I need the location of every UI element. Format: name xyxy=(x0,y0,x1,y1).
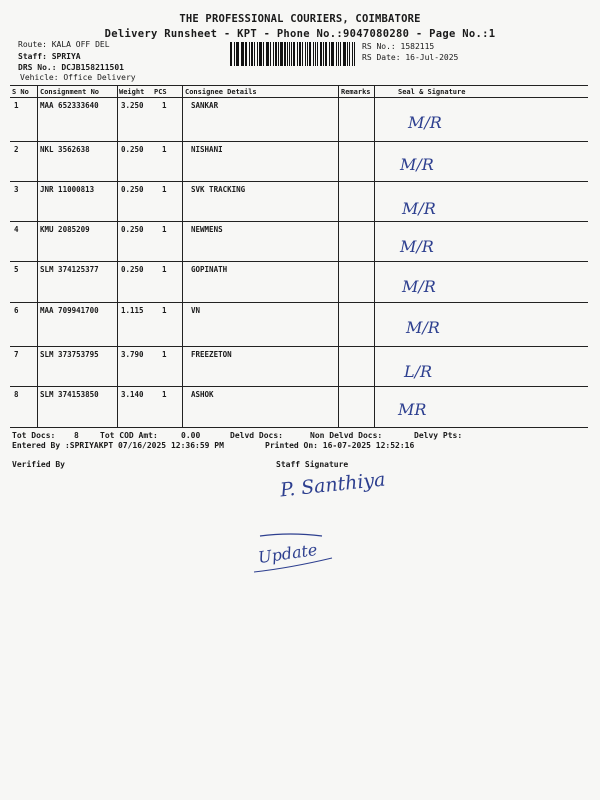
cell-sno: 8 xyxy=(14,390,19,399)
cell-pcs: 1 xyxy=(162,101,167,110)
cell-pcs: 1 xyxy=(162,306,167,315)
tot-docs-label: Tot Docs: xyxy=(12,431,56,440)
cell-weight: 3.790 xyxy=(121,350,144,359)
drs-number: DRS No.: DCJB158211501 xyxy=(18,63,124,72)
cell-consignee: FREEZETON xyxy=(191,350,232,359)
non-delvd-docs: Non Delvd Docs: xyxy=(310,431,383,440)
cell-pcs: 1 xyxy=(162,265,167,274)
cell-pcs: 1 xyxy=(162,145,167,154)
rs-date: RS Date: 16-Jul-2025 xyxy=(362,53,459,62)
cell-seal-signature: M/R xyxy=(402,199,436,218)
col-weight: Weight xyxy=(119,88,145,96)
cell-consignee: GOPINATH xyxy=(191,265,228,274)
cell-seal-signature: M/R xyxy=(400,155,434,174)
delvd-docs: Delvd Docs: xyxy=(230,431,283,440)
cell-seal-signature: M/R xyxy=(406,318,440,337)
cell-consignee: ASHOK xyxy=(191,390,214,399)
cell-consignment: KMU 2085209 xyxy=(40,225,90,234)
cell-seal-signature: L/R xyxy=(404,362,433,381)
cell-weight: 3.140 xyxy=(121,390,144,399)
cell-sno: 7 xyxy=(14,350,19,359)
cell-consignment: JNR 11000813 xyxy=(40,185,95,194)
printed-on: Printed On: 16-07-2025 12:52:16 xyxy=(265,441,415,450)
col-seal-signature: Seal & Signature xyxy=(398,88,466,96)
rs-number: RS No.: 1582115 xyxy=(362,42,435,51)
cell-sno: 5 xyxy=(14,265,19,274)
cell-sno: 1 xyxy=(14,101,19,110)
vehicle-label: Vehicle: Office Delivery xyxy=(20,73,136,82)
company-title: THE PROFESSIONAL COURIERS, COIMBATORE xyxy=(179,13,421,25)
col-remarks: Remarks xyxy=(341,88,371,96)
staff-label: Staff: SPRIYA xyxy=(18,52,81,61)
cell-consignment: SLM 373753795 xyxy=(40,350,99,359)
col-sno: S No xyxy=(12,88,29,96)
cell-consignee: NEWMENS xyxy=(191,225,223,234)
cell-weight: 0.250 xyxy=(121,265,144,274)
cell-consignment: SLM 374153850 xyxy=(40,390,99,399)
cell-weight: 0.250 xyxy=(121,185,144,194)
document-title: Delivery Runsheet - KPT - Phone No.:9047080280 - Page No.:1 xyxy=(104,28,496,40)
verified-by: Verified By xyxy=(12,460,65,469)
cell-consignment: MAA 652333640 xyxy=(40,101,99,110)
cell-consignee: VN xyxy=(191,306,201,315)
cell-pcs: 1 xyxy=(162,225,167,234)
cell-weight: 0.250 xyxy=(121,225,144,234)
barcode xyxy=(230,42,356,66)
cell-weight: 1.115 xyxy=(121,306,144,315)
cell-sno: 3 xyxy=(14,185,19,194)
tot-docs-value: 8 xyxy=(74,431,79,440)
cell-pcs: 1 xyxy=(162,185,167,194)
tot-cod-label: Tot COD Amt: xyxy=(100,431,158,440)
cell-consignment: SLM 374125377 xyxy=(40,265,99,274)
col-consignment: Consignment No xyxy=(40,88,100,96)
staff-signature-label: Staff Signature xyxy=(276,460,349,469)
cell-consignee: SVK TRACKING xyxy=(191,185,246,194)
cell-seal-signature: MR xyxy=(398,400,427,419)
delvy-pts: Delvy Pts: xyxy=(414,431,463,440)
cell-weight: 3.250 xyxy=(121,101,144,110)
update-note: Update xyxy=(256,539,319,568)
tot-cod-value: 0.00 xyxy=(181,431,201,440)
cell-sno: 6 xyxy=(14,306,19,315)
cell-pcs: 1 xyxy=(162,350,167,359)
cell-seal-signature: M/R xyxy=(400,237,434,256)
cell-seal-signature: M/R xyxy=(408,113,442,132)
cell-seal-signature: M/R xyxy=(402,277,436,296)
cell-consignee: SANKAR xyxy=(191,101,219,110)
cell-consignment: MAA 709941700 xyxy=(40,306,99,315)
cell-pcs: 1 xyxy=(162,390,167,399)
cell-consignment: NKL 3562638 xyxy=(40,145,90,154)
cell-weight: 0.250 xyxy=(121,145,144,154)
cell-sno: 4 xyxy=(14,225,19,234)
col-consignee: Consignee Details xyxy=(185,88,257,96)
cell-sno: 2 xyxy=(14,145,19,154)
route-label: Route: KALA OFF DEL xyxy=(18,40,110,49)
col-pcs: PCS xyxy=(154,88,167,96)
staff-signature: P. Santhiya xyxy=(279,468,387,502)
cell-consignee: NISHANI xyxy=(191,145,223,154)
entered-by: Entered By :SPRIYAKPT 07/16/2025 12:36:59 PM xyxy=(12,441,224,450)
